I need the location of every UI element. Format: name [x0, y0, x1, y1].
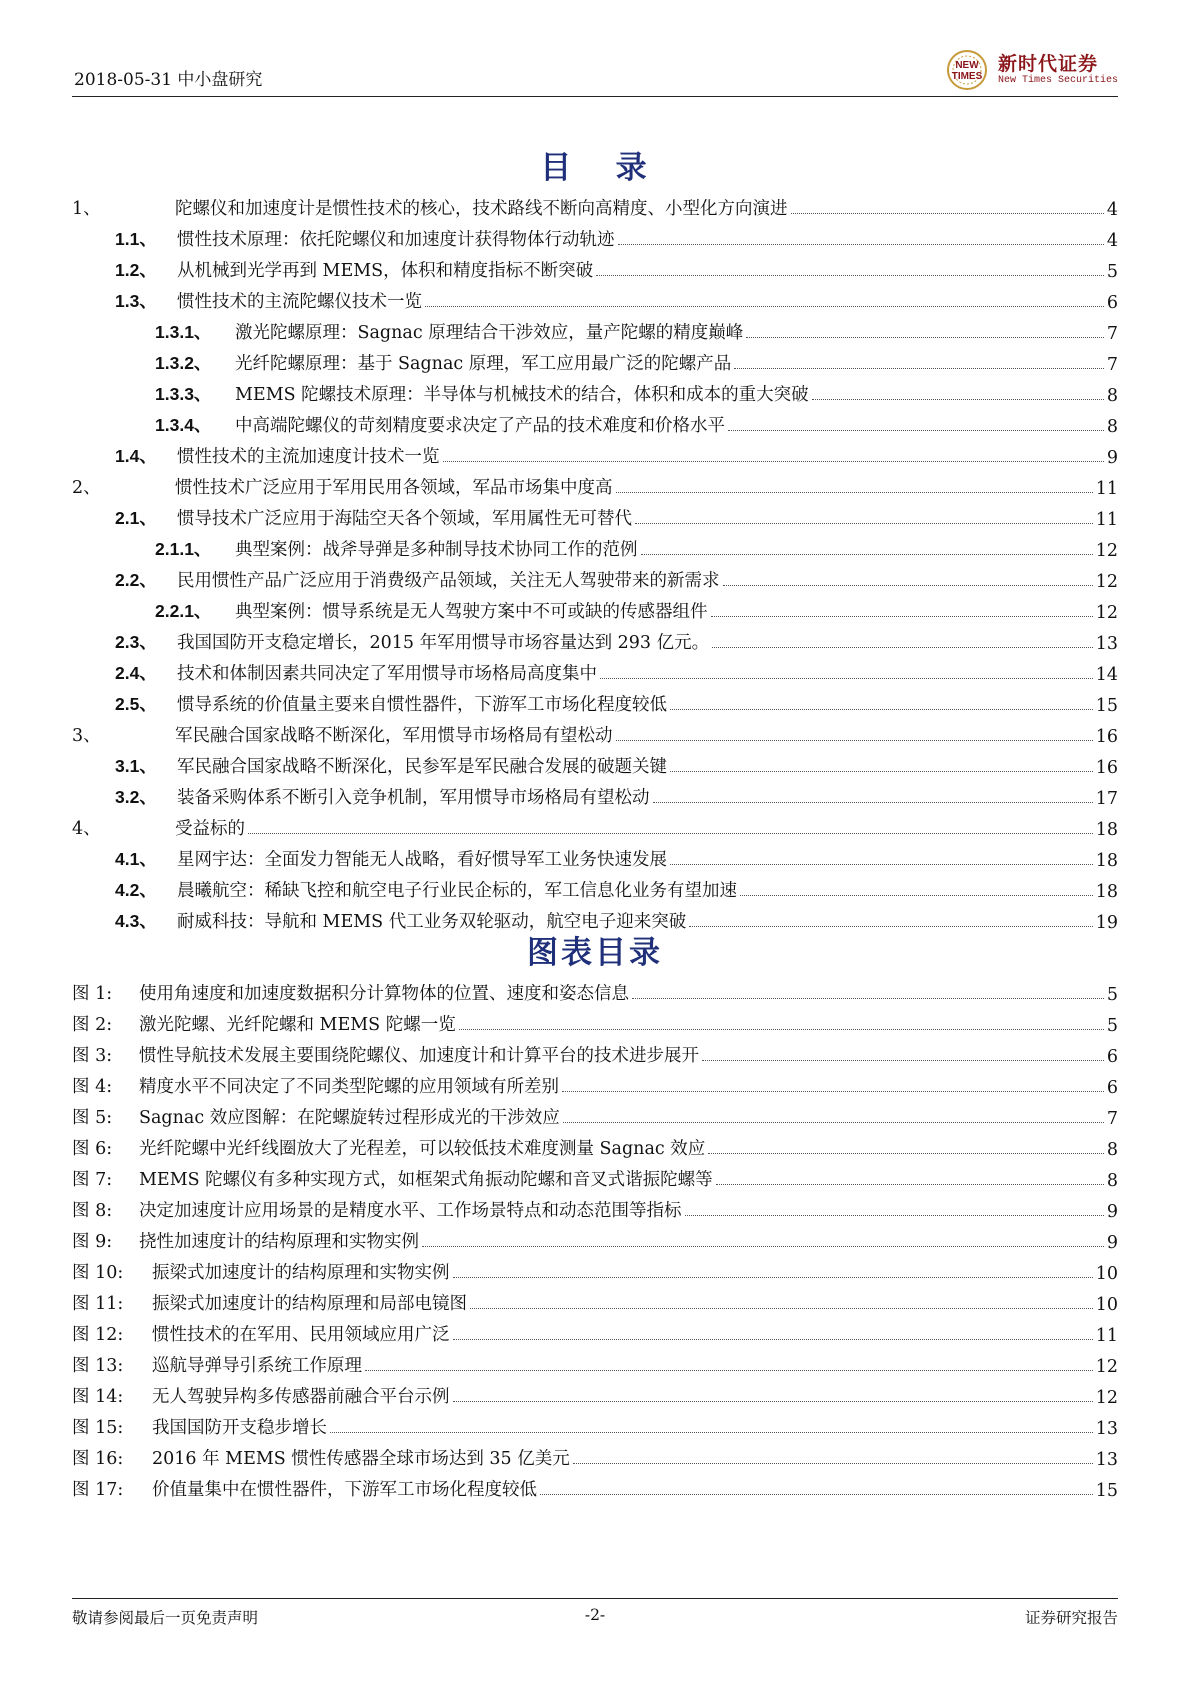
toc-entry-page: 15	[1095, 696, 1118, 716]
toc-entry-page: 12	[1095, 603, 1118, 623]
toc-entry-number: 1.3.1、	[155, 322, 212, 342]
toc-entry-page: 16	[1095, 727, 1118, 747]
figure-entry-number: 图 14:	[72, 1387, 124, 1407]
figure-entry-title: 光纤陀螺中光纤线圈放大了光程差，可以较低技术难度测量 Sagnac 效应	[139, 1139, 706, 1159]
toc-entry-title: 惯性技术广泛应用于军用民用各领域，军品市场集中度高	[175, 478, 613, 498]
toc-entry-title: 装备采购体系不断引入竞争机制，军用惯导市场格局有望松动	[177, 788, 650, 808]
toc-entry-leader	[712, 647, 1093, 648]
figure-entry-number: 图 7:	[72, 1170, 113, 1190]
figure-entry-page: 5	[1106, 1016, 1118, 1036]
toc-entry-leader	[711, 616, 1093, 617]
toc-entry-page: 12	[1095, 541, 1118, 561]
toc-entry-title: 激光陀螺原理：Sagnac 原理结合干涉效应，量产陀螺的精度巅峰	[235, 323, 744, 343]
toc-entry-title: 星网宇达：全面发力智能无人战略，看好惯导军工业务快速发展	[177, 850, 667, 870]
page-header	[72, 44, 1118, 96]
figure-entry-number: 图 17:	[72, 1480, 124, 1500]
toc-entry-leader	[728, 430, 1104, 431]
toc-entry-title: 陀螺仪和加速度计是惯性技术的核心，技术路线不断向高精度、小型化方向演进	[175, 199, 788, 219]
figure-entry-title: 精度水平不同决定了不同类型陀螺的应用领域有所差别	[139, 1077, 559, 1097]
toc-entry-number: 1、	[72, 199, 101, 219]
figure-entry-title: 我国国防开支稳步增长	[152, 1418, 327, 1438]
figure-entry-title: 使用角速度和加速度数据积分计算物体的位置、速度和姿态信息	[139, 984, 629, 1004]
figure-entry-page: 12	[1095, 1357, 1118, 1377]
toc-entry-title: 军民融合国家战略不断深化，军用惯导市场格局有望松动	[175, 726, 613, 746]
toc-entry-page: 8	[1106, 417, 1118, 437]
figure-entry-title: 巡航导弹导引系统工作原理	[152, 1356, 362, 1376]
toc-entry[interactable]	[72, 530, 1118, 561]
figure-entry[interactable]	[72, 974, 1118, 1005]
toc-entry-page: 11	[1095, 479, 1118, 499]
figure-entry-title: 惯性导航技术发展主要围绕陀螺仪、加速度计和计算平台的技术进步展开	[139, 1046, 699, 1066]
figure-entry[interactable]	[72, 1005, 1118, 1036]
figure-entry-page: 12	[1095, 1388, 1118, 1408]
toc-entry-page: 14	[1095, 665, 1118, 685]
figure-entry-page: 9	[1106, 1202, 1118, 1222]
figure-entry[interactable]	[72, 1098, 1118, 1129]
logo-text-en: New Times Securities	[997, 75, 1118, 86]
figure-entry-title: 决定加速度计应用场景的是精度水平、工作场景特点和动态范围等指标	[139, 1201, 682, 1221]
figure-entry-number: 图 12:	[72, 1325, 124, 1345]
toc-entry[interactable]	[72, 437, 1118, 468]
toc-entry-page: 18	[1095, 851, 1118, 871]
toc-entry-number: 1.1、	[115, 229, 157, 249]
logo-mark-line2: TIMES	[951, 71, 983, 82]
toc-entry[interactable]	[72, 592, 1118, 623]
toc-entry-title: 技术和体制因素共同决定了军用惯导市场格局高度集中	[177, 664, 597, 684]
toc-entry-leader	[616, 740, 1093, 741]
toc-entry-title: 光纤陀螺原理：基于 Sagnac 原理，军工应用最广泛的陀螺产品	[235, 354, 732, 374]
toc-entry-page: 18	[1095, 882, 1118, 902]
toc-entry-page: 19	[1095, 913, 1118, 933]
toc-entry-page: 16	[1095, 758, 1118, 778]
toc-entry-title: 中高端陀螺仪的苛刻精度要求决定了产品的技术难度和价格水平	[235, 416, 725, 436]
footer-disclaimer: 敬请参阅最后一页免责声明	[72, 1609, 259, 1627]
toc-entry[interactable]	[72, 220, 1118, 251]
figure-entry-page: 13	[1095, 1450, 1118, 1470]
toc-entry-page: 4	[1106, 200, 1118, 220]
logo-mark-line1: NEW	[955, 60, 979, 71]
figure-entry[interactable]	[72, 1191, 1118, 1222]
figure-entry-leader	[470, 1308, 1093, 1309]
toc-entry-number: 2.2、	[115, 570, 157, 590]
toc-entry[interactable]	[72, 716, 1118, 747]
figure-entry[interactable]	[72, 1377, 1118, 1408]
figure-entry-leader	[365, 1370, 1093, 1371]
toc-entry[interactable]	[72, 313, 1118, 344]
toc-title: 目 录	[540, 150, 650, 186]
figure-entry[interactable]	[72, 1439, 1118, 1470]
toc-entry-leader	[746, 337, 1104, 338]
figure-entry-leader	[573, 1463, 1093, 1464]
toc-entry-number: 1.3.3、	[155, 384, 212, 404]
toc-entry-page: 7	[1106, 324, 1118, 344]
toc-entry-number: 1.3、	[115, 291, 157, 311]
toc-entry-leader	[443, 461, 1104, 462]
figure-entry-leader	[562, 1091, 1104, 1092]
toc-entry-number: 2.4、	[115, 663, 157, 683]
toc-entry-page: 13	[1095, 634, 1118, 654]
toc-entry[interactable]	[72, 747, 1118, 778]
toc-entry-page: 7	[1106, 355, 1118, 375]
toc-entry-leader	[618, 244, 1104, 245]
toc-entry-page: 17	[1095, 789, 1118, 809]
figure-entry-title: 振梁式加速度计的结构原理和实物实例	[152, 1263, 450, 1283]
toc-entry-leader	[653, 802, 1093, 803]
toc-entry-leader	[425, 306, 1104, 307]
toc-entry-title: 惯性技术的主流加速度计技术一览	[177, 447, 440, 467]
toc-entry[interactable]	[72, 282, 1118, 313]
toc-entry-number: 2.1.1、	[155, 539, 212, 559]
figure-entry-title: 2016 年 MEMS 惯性传感器全球市场达到 35 亿美元	[152, 1449, 570, 1469]
figure-entry-leader	[632, 998, 1104, 999]
toc-entry-title: 受益标的	[175, 819, 245, 839]
toc-entry[interactable]	[72, 654, 1118, 685]
toc-entry[interactable]	[72, 375, 1118, 406]
toc-entry[interactable]	[72, 809, 1118, 840]
figure-entry-page: 8	[1106, 1140, 1118, 1160]
figure-entry-page: 6	[1106, 1047, 1118, 1067]
toc-entry-number: 1.2、	[115, 260, 157, 280]
figure-entry-page: 10	[1095, 1264, 1118, 1284]
toc-entry[interactable]	[72, 189, 1118, 220]
toc-entry-leader	[723, 585, 1093, 586]
toc-entry-leader	[734, 368, 1104, 369]
figure-entry-title: Sagnac 效应图解：在陀螺旋转过程形成光的干涉效应	[139, 1108, 560, 1128]
figure-entry-number: 图 5:	[72, 1108, 113, 1128]
toc-entry-leader	[635, 523, 1093, 524]
figure-entry-leader	[453, 1277, 1093, 1278]
toc-entry-number: 4.1、	[115, 849, 157, 869]
toc-entry[interactable]	[72, 561, 1118, 592]
figure-entry[interactable]	[72, 1315, 1118, 1346]
toc-entry-leader	[670, 771, 1093, 772]
figure-entry-title: 无人驾驶异构多传感器前融合平台示例	[152, 1387, 450, 1407]
figure-entry-leader	[563, 1122, 1104, 1123]
toc-entry[interactable]	[72, 840, 1118, 871]
figure-list	[72, 974, 1118, 1501]
figure-entry[interactable]	[72, 1129, 1118, 1160]
logo-text	[998, 53, 1118, 87]
toc-entry[interactable]	[72, 685, 1118, 716]
figure-entry-leader	[459, 1029, 1104, 1030]
toc-entry-title: 我国国防开支稳定增长，2015 年军用惯导市场容量达到 293 亿元。	[177, 633, 710, 653]
toc-entry-title: 惯性技术的主流陀螺仪技术一览	[177, 292, 422, 312]
figure-entry-number: 图 8:	[72, 1201, 113, 1221]
toc-entry-title: 从机械到光学再到 MEMS，体积和精度指标不断突破	[177, 261, 594, 281]
toc-entry-leader	[791, 213, 1104, 214]
figure-entry-page: 9	[1106, 1233, 1118, 1253]
toc-entry-title: MEMS 陀螺技术原理：半导体与机械技术的结合，体积和成本的重大突破	[235, 385, 809, 405]
toc-entry-leader	[596, 275, 1104, 276]
toc-entry[interactable]	[72, 468, 1118, 499]
toc-entry-page: 12	[1095, 572, 1118, 592]
toc-entry-title: 典型案例：惯导系统是无人驾驶方案中不可或缺的传感器组件	[235, 602, 708, 622]
toc-entry-leader	[641, 554, 1093, 555]
figure-entry[interactable]	[72, 1346, 1118, 1377]
footer-divider	[72, 1598, 1118, 1599]
figure-entry-title: 激光陀螺、光纤陀螺和 MEMS 陀螺一览	[139, 1015, 456, 1035]
toc-entry-leader	[616, 492, 1093, 493]
figure-entry-title: 挠性加速度计的结构原理和实物实例	[139, 1232, 419, 1252]
figure-entry[interactable]	[72, 1160, 1118, 1191]
toc-entry-number: 4、	[72, 819, 101, 839]
figure-entry[interactable]	[72, 1408, 1118, 1439]
figure-entry-page: 13	[1095, 1419, 1118, 1439]
toc-entry-title: 典型案例：战斧导弹是多种制导技术协同工作的范例	[235, 540, 638, 560]
logo-text-cn: 新时代证券	[997, 53, 1098, 75]
toc-entry-number: 1.3.2、	[155, 353, 212, 373]
figure-entry-title: 价值量集中在惯性器件，下游军工市场化程度较低	[152, 1480, 537, 1500]
toc-entry-page: 4	[1106, 231, 1118, 251]
toc-entry-number: 1.4、	[115, 446, 157, 466]
figure-entry-leader	[453, 1339, 1093, 1340]
figure-entry-title: 振梁式加速度计的结构原理和局部电镜图	[152, 1294, 467, 1314]
page-footer	[72, 1600, 1118, 1628]
toc-entry-leader	[812, 399, 1104, 400]
figure-entry[interactable]	[72, 1067, 1118, 1098]
figure-entry-number: 图 9:	[72, 1232, 113, 1252]
figure-entry-title: MEMS 陀螺仪有多种实现方式，如框架式角振动陀螺和音叉式谐振陀螺等	[139, 1170, 713, 1190]
toc-entry-title: 民用惯性产品广泛应用于消费级产品领域，关注无人驾驶带来的新需求	[177, 571, 720, 591]
toc-entry-number: 3.1、	[115, 756, 157, 776]
figure-entry-number: 图 6:	[72, 1139, 113, 1159]
figure-entry-number: 图 13:	[72, 1356, 124, 1376]
toc-entry-number: 2.1、	[115, 508, 157, 528]
toc-entry[interactable]	[72, 406, 1118, 437]
figure-entry-number: 图 15:	[72, 1418, 124, 1438]
figure-entry[interactable]	[72, 1036, 1118, 1067]
toc-entry-title: 惯导技术广泛应用于海陆空天各个领域，军用属性无可替代	[177, 509, 632, 529]
toc-list	[72, 189, 1118, 933]
toc-entry-title: 耐威科技：导航和 MEMS 代工业务双轮驱动，航空电子迎来突破	[177, 912, 687, 932]
toc-entry-number: 4.3、	[115, 911, 157, 931]
toc-entry-number: 2.5、	[115, 694, 157, 714]
toc-entry-title: 惯导系统的价值量主要来自惯性器件，下游军工市场化程度较低	[177, 695, 667, 715]
figure-entry-number: 图 2:	[72, 1015, 113, 1035]
figure-entry-number: 图 11:	[72, 1294, 124, 1314]
toc-entry-page: 5	[1106, 262, 1118, 282]
toc-entry-title: 晨曦航空：稀缺飞控和航空电子行业民企标的，军工信息化业务有望加速	[177, 881, 737, 901]
figure-entry-number: 图 4:	[72, 1077, 113, 1097]
logo-emblem-icon	[942, 48, 992, 92]
figure-list-title: 图表目录	[527, 935, 663, 971]
toc-entry[interactable]	[72, 623, 1118, 654]
toc-entry-number: 3、	[72, 726, 101, 746]
figure-entry-leader	[540, 1494, 1093, 1495]
toc-entry-number: 2、	[72, 478, 101, 498]
toc-entry-title: 军民融合国家战略不断深化，民参军是军民融合发展的破题关键	[177, 757, 667, 777]
figure-entry-leader	[453, 1401, 1093, 1402]
company-logo	[942, 48, 1118, 92]
toc-entry-leader	[670, 709, 1093, 710]
page-number: -2-	[584, 1606, 606, 1624]
figure-entry-leader	[716, 1184, 1104, 1185]
figure-entry-number: 图 16:	[72, 1449, 124, 1469]
figure-entry-leader	[708, 1153, 1104, 1154]
toc-entry[interactable]	[72, 251, 1118, 282]
figure-entry-page: 8	[1106, 1171, 1118, 1191]
toc-entry-number: 3.2、	[115, 787, 157, 807]
figure-entry-leader	[330, 1432, 1093, 1433]
toc-entry-number: 2.2.1、	[155, 601, 212, 621]
toc-entry-page: 9	[1106, 448, 1118, 468]
toc-entry-leader	[740, 895, 1093, 896]
footer-report-type: 证券研究报告	[1024, 1609, 1118, 1627]
toc-entry-page: 11	[1095, 510, 1118, 530]
figure-entry-page: 6	[1106, 1078, 1118, 1098]
figure-entry-title: 惯性技术的在军用、民用领域应用广泛	[152, 1325, 450, 1345]
toc-entry-number: 2.3、	[115, 632, 157, 652]
toc-entry-number: 4.2、	[115, 880, 157, 900]
toc-entry-page: 6	[1106, 293, 1118, 313]
figure-entry-leader	[422, 1246, 1104, 1247]
figure-entry-page: 11	[1095, 1326, 1118, 1346]
toc-entry[interactable]	[72, 344, 1118, 375]
figure-entry[interactable]	[72, 1284, 1118, 1315]
header-date-section: 2018-05-31 中小盘研究	[74, 70, 263, 90]
figure-entry-page: 5	[1106, 985, 1118, 1005]
toc-entry[interactable]	[72, 499, 1118, 530]
figure-entry-page: 10	[1095, 1295, 1118, 1315]
figure-entry[interactable]	[72, 1222, 1118, 1253]
figure-entry-leader	[702, 1060, 1104, 1061]
figure-entry-leader	[685, 1215, 1104, 1216]
toc-entry-title: 惯性技术原理：依托陀螺仪和加速度计获得物体行动轨迹	[177, 230, 615, 250]
toc-entry-number: 1.3.4、	[155, 415, 212, 435]
toc-entry-leader	[248, 833, 1093, 834]
toc-entry-page: 8	[1106, 386, 1118, 406]
toc-entry-leader	[600, 678, 1093, 679]
figure-entry-page: 7	[1106, 1109, 1118, 1129]
figure-entry-number: 图 3:	[72, 1046, 113, 1066]
figure-entry[interactable]	[72, 1470, 1118, 1501]
figure-entry-number: 图 10:	[72, 1263, 124, 1283]
toc-entry-page: 18	[1095, 820, 1118, 840]
toc-entry-leader	[670, 864, 1093, 865]
figure-entry[interactable]	[72, 1253, 1118, 1284]
toc-entry[interactable]	[72, 871, 1118, 902]
toc-entry[interactable]	[72, 778, 1118, 809]
figure-entry-page: 15	[1095, 1481, 1118, 1501]
header-divider	[72, 96, 1118, 97]
figure-entry-number: 图 1:	[72, 984, 113, 1004]
